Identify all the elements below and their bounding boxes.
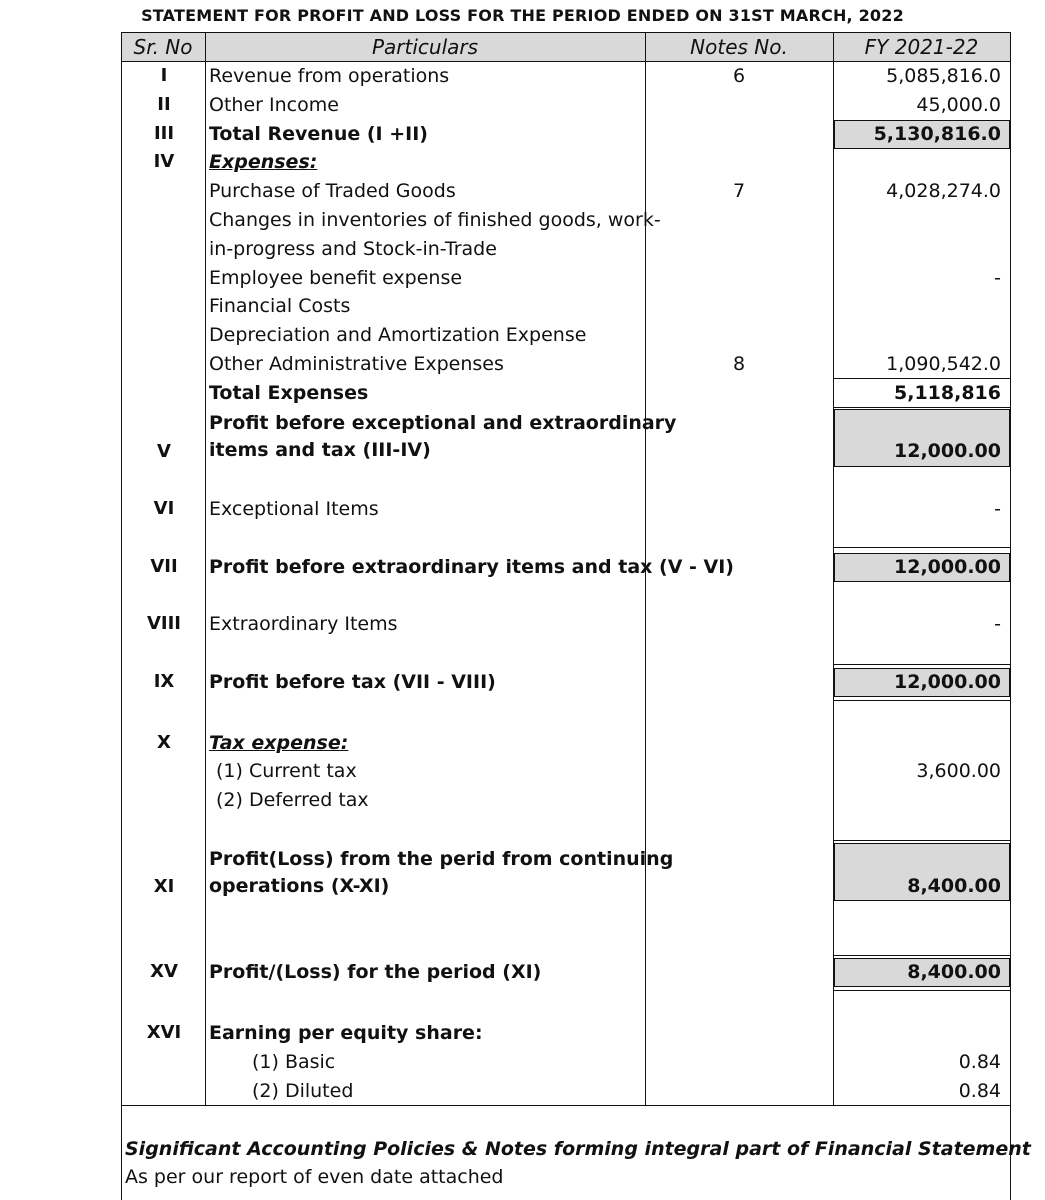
sr-col-divider	[205, 32, 206, 1105]
particular-profit-before-tax: Profit before tax (VII - VIII)	[209, 671, 496, 693]
particular-profit-before-exceptional-line1: Profit before exceptional and extraordinary	[209, 412, 677, 434]
particular-current-tax: (1) Current tax	[216, 760, 357, 782]
amount: -	[994, 613, 1001, 635]
sr-no: XVI	[146, 1022, 182, 1043]
particular-changes-inventories-line1: Changes in inventories of finished goods, work-	[209, 209, 661, 231]
amount: 1,090,542.0	[886, 353, 1001, 375]
particular-purchase-traded-goods: Purchase of Traded Goods	[209, 180, 456, 202]
sr-no: X	[157, 732, 171, 753]
table-left-border	[121, 32, 122, 1200]
sr-no: VI	[153, 498, 175, 519]
amount: 3,600.00	[916, 760, 1001, 782]
amount: 0.84	[958, 1080, 1001, 1102]
period-double-line	[834, 990, 1010, 991]
table-right-border	[1010, 32, 1011, 1200]
sr-no: III	[153, 123, 175, 144]
notes-col-divider	[833, 32, 834, 1105]
sr-no: VIII	[146, 613, 182, 634]
amount-profit-continuing: 8,400.00	[907, 875, 1001, 897]
particular-total-expenses: Total Expenses	[209, 382, 369, 404]
particular-employee-benefit: Employee benefit expense	[209, 267, 463, 289]
particular-eps-basic: (1) Basic	[252, 1051, 336, 1073]
pbt-double-line	[834, 700, 1010, 701]
particular-profit-continuing-line1: Profit(Loss) from the perid from continuing	[209, 848, 674, 870]
sr-no: IV	[153, 151, 175, 172]
note-number: 6	[732, 65, 746, 87]
sr-no: II	[157, 94, 171, 115]
header-sr-no: Sr. No	[133, 35, 193, 59]
amount: 0.84	[958, 1051, 1001, 1073]
sr-no: XI	[153, 876, 175, 897]
amount-total-revenue: 5,130,816.0	[873, 123, 1001, 145]
particular-revenue-from-operations: Revenue from operations	[209, 65, 450, 87]
sr-no: IX	[153, 671, 175, 692]
amount-profit-before-tax: 12,000.00	[894, 671, 1001, 693]
amount: -	[994, 267, 1001, 289]
particular-extraordinary-items: Extraordinary Items	[209, 613, 398, 635]
statement-title: STATEMENT FOR PROFIT AND LOSS FOR THE PERIOD ENDED ON 31ST MARCH, 2022	[141, 6, 904, 25]
footer-accounting-policies: Significant Accounting Policies & Notes forming integral part of Financial Statement	[125, 1138, 1031, 1160]
sr-no: XV	[150, 961, 178, 982]
sr-no: I	[160, 65, 168, 86]
header-particulars: Particulars	[371, 35, 479, 59]
section-expenses: Expenses:	[209, 151, 318, 173]
total-expenses-bottom-line	[834, 407, 1010, 408]
amount-profit-before-exceptional: 12,000.00	[894, 440, 1001, 462]
particular-other-admin-expenses: Other Administrative Expenses	[209, 353, 504, 375]
amount: -	[994, 498, 1001, 520]
header-notes: Notes No.	[690, 35, 788, 59]
particular-changes-inventories-line2: in-progress and Stock-in-Trade	[209, 238, 497, 260]
particular-earning-per-share: Earning per equity share:	[209, 1022, 483, 1044]
tax-box-bottom-line	[834, 840, 1010, 841]
particular-profit-before-exceptional-line2: items and tax (III-IV)	[209, 439, 431, 461]
extraordinary-box-bottom-line	[834, 664, 1010, 665]
section-tax-expense: Tax expense:	[209, 732, 349, 754]
particular-profit-before-extraordinary: Profit before extraordinary items and tax (V - VI)	[209, 556, 734, 578]
continuing-box-bottom-line	[834, 955, 1010, 956]
amount-profit-before-extraordinary: 12,000.00	[894, 556, 1001, 578]
particular-profit-continuing-line2: operations (X-XI)	[209, 875, 390, 897]
note-number: 8	[732, 353, 746, 375]
particular-deferred-tax: (2) Deferred tax	[216, 789, 369, 811]
amount: 5,085,816.0	[886, 65, 1001, 87]
amount-profit-for-period: 8,400.00	[907, 961, 1001, 983]
particular-profit-for-period: Profit/(Loss) for the period (XI)	[209, 961, 542, 983]
header-fy: FY 2021-22	[864, 35, 979, 59]
sr-no: V	[157, 441, 171, 462]
amount-total-expenses: 5,118,816	[894, 382, 1001, 404]
particular-eps-diluted: (2) Diluted	[252, 1080, 354, 1102]
table-bottom-line	[121, 1105, 1010, 1106]
sr-no: VII	[150, 556, 178, 577]
particular-total-revenue: Total Revenue (I +II)	[209, 123, 428, 145]
amount: 4,028,274.0	[886, 180, 1001, 202]
particular-other-income: Other Income	[209, 94, 339, 116]
particular-exceptional-items: Exceptional Items	[209, 498, 379, 520]
exceptional-box-bottom-line	[834, 547, 1010, 548]
amount: 45,000.0	[916, 94, 1001, 116]
particular-financial-costs: Financial Costs	[209, 295, 351, 317]
note-number: 7	[732, 180, 746, 202]
footer-report-reference: As per our report of even date attached	[125, 1166, 504, 1188]
particular-depreciation: Depreciation and Amortization Expense	[209, 324, 587, 346]
